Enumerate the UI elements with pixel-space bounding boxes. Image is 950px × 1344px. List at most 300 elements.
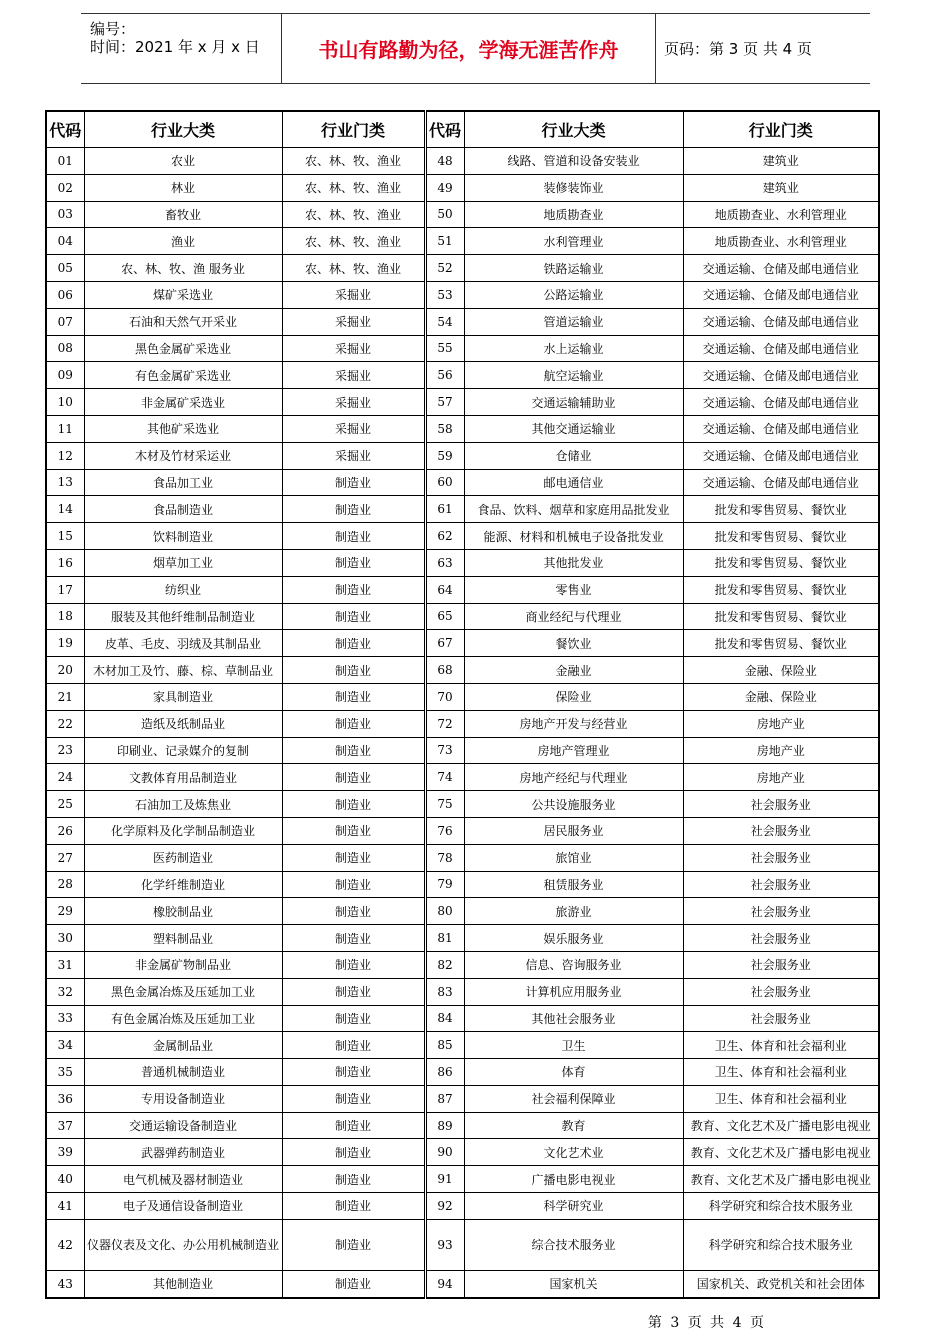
cell-sector: 制造业: [282, 1032, 425, 1059]
cell-sector: 建筑业: [683, 148, 879, 175]
cell-category: 国家机关: [464, 1270, 683, 1297]
cell-code: 52: [425, 255, 464, 282]
cell-sector: 制造业: [282, 1166, 425, 1193]
cell-category: 装修装饰业: [464, 174, 683, 201]
cell-category: 金属制品业: [84, 1032, 282, 1059]
cell-code: 21: [46, 683, 84, 710]
cell-code: 92: [425, 1193, 464, 1220]
cell-sector: 金融、保险业: [683, 657, 879, 684]
cell-code: 84: [425, 1005, 464, 1032]
cell-category: 皮革、毛皮、羽绒及其制品业: [84, 630, 282, 657]
cell-code: 05: [46, 255, 84, 282]
cell-code: 32: [46, 978, 84, 1005]
header-meta: [81, 14, 282, 83]
cell-code: 36: [46, 1085, 84, 1112]
cell-category: 铁路运输业: [464, 255, 683, 282]
table-row: [46, 657, 879, 684]
cell-code: 29: [46, 898, 84, 925]
table-row: [46, 1032, 879, 1059]
cell-category: 其他矿采选业: [84, 415, 282, 442]
cell-code: 28: [46, 871, 84, 898]
cell-sector: 制造业: [282, 549, 425, 576]
cell-code: 08: [46, 335, 84, 362]
cell-sector: 交通运输、仓储及邮电通信业: [683, 442, 879, 469]
table-row: [46, 1059, 879, 1086]
table-row: [46, 817, 879, 844]
cell-category: 非金属矿物制品业: [84, 951, 282, 978]
cell-code: 09: [46, 362, 84, 389]
cell-sector: 制造业: [282, 737, 425, 764]
cell-category: 有色金属矿采选业: [84, 362, 282, 389]
cell-sector: 采掘业: [282, 281, 425, 308]
cell-code: 04: [46, 228, 84, 255]
cell-sector: 卫生、体育和社会福利业: [683, 1059, 879, 1086]
cell-category: 化学原料及化学制品制造业: [84, 817, 282, 844]
cell-code: 90: [425, 1139, 464, 1166]
cell-sector: 制造业: [282, 657, 425, 684]
cell-sector: 批发和零售贸易、餐饮业: [683, 603, 879, 630]
table-row: [46, 442, 879, 469]
cell-sector: 交通运输、仓储及邮电通信业: [683, 362, 879, 389]
cell-category: 其他批发业: [464, 549, 683, 576]
cell-code: 15: [46, 523, 84, 550]
cell-category: 煤矿采选业: [84, 281, 282, 308]
cell-category: 公路运输业: [464, 281, 683, 308]
cell-code: 48: [425, 148, 464, 175]
cell-code: 72: [425, 710, 464, 737]
cell-code: 01: [46, 148, 84, 175]
cell-category: 线路、管道和设备安装业: [464, 148, 683, 175]
cell-sector: 采掘业: [282, 415, 425, 442]
cell-sector: 教育、文化艺术及广播电影电视业: [683, 1166, 879, 1193]
table-row: [46, 764, 879, 791]
cell-category: 食品、饮料、烟草和家庭用品批发业: [464, 496, 683, 523]
table-row: [46, 871, 879, 898]
page-header: [81, 13, 870, 84]
cell-category: 有色金属冶炼及压延加工业: [84, 1005, 282, 1032]
cell-sector: 社会服务业: [683, 791, 879, 818]
cell-sector: 卫生、体育和社会福利业: [683, 1085, 879, 1112]
cell-code: 75: [425, 791, 464, 818]
cell-sector: 交通运输、仓储及邮电通信业: [683, 281, 879, 308]
header-category: 行业大类: [464, 111, 683, 148]
cell-sector: 社会服务业: [683, 844, 879, 871]
cell-category: 文教体育用品制造业: [84, 764, 282, 791]
cell-sector: 科学研究和综合技术服务业: [683, 1193, 879, 1220]
cell-sector: 制造业: [282, 925, 425, 952]
cell-sector: 批发和零售贸易、餐饮业: [683, 523, 879, 550]
table-row: [46, 951, 879, 978]
cell-sector: 制造业: [282, 844, 425, 871]
cell-sector: 批发和零售贸易、餐饮业: [683, 630, 879, 657]
table-row: [46, 1085, 879, 1112]
table-row: [46, 362, 879, 389]
cell-category: 卫生: [464, 1032, 683, 1059]
cell-category: 武器弹药制造业: [84, 1139, 282, 1166]
cell-code: 19: [46, 630, 84, 657]
cell-code: 40: [46, 1166, 84, 1193]
cell-category: 计算机应用服务业: [464, 978, 683, 1005]
cell-code: 10: [46, 389, 84, 416]
table-row: [46, 576, 879, 603]
cell-category: 林业: [84, 174, 282, 201]
table-row: [46, 389, 879, 416]
cell-code: 56: [425, 362, 464, 389]
cell-category: 租赁服务业: [464, 871, 683, 898]
cell-category: 体育: [464, 1059, 683, 1086]
cell-category: 公共设施服务业: [464, 791, 683, 818]
cell-sector: 制造业: [282, 1005, 425, 1032]
footer-page-number: 第 3 页 共 4 页: [647, 1315, 766, 1331]
cell-sector: 社会服务业: [683, 898, 879, 925]
cell-sector: 采掘业: [282, 335, 425, 362]
cell-category: 服装及其他纤维制品制造业: [84, 603, 282, 630]
cell-category: 零售业: [464, 576, 683, 603]
cell-code: 87: [425, 1085, 464, 1112]
table-row: [46, 335, 879, 362]
cell-category: 造纸及纸制品业: [84, 710, 282, 737]
cell-code: 73: [425, 737, 464, 764]
cell-sector: 社会服务业: [683, 925, 879, 952]
cell-category: 石油和天然气开采业: [84, 308, 282, 335]
cell-sector: 交通运输、仓储及邮电通信业: [683, 308, 879, 335]
document-time-label: 时间：2021 年 x 月 x 日: [90, 38, 260, 56]
cell-category: 其他交通运输业: [464, 415, 683, 442]
cell-code: 85: [425, 1032, 464, 1059]
document-number-label: 编号：: [90, 20, 136, 38]
table-row: [46, 1139, 879, 1166]
cell-sector: 卫生、体育和社会福利业: [683, 1032, 879, 1059]
cell-code: 54: [425, 308, 464, 335]
cell-category: 能源、材料和机械电子设备批发业: [464, 523, 683, 550]
industry-code-table: [45, 110, 880, 1299]
cell-category: 地质勘查业: [464, 201, 683, 228]
cell-category: 科学研究业: [464, 1193, 683, 1220]
table-header-row: [46, 111, 879, 148]
table-row: [46, 791, 879, 818]
table-row: [46, 1193, 879, 1220]
cell-category: 医药制造业: [84, 844, 282, 871]
cell-category: 石油加工及炼焦业: [84, 791, 282, 818]
cell-category: 交通运输设备制造业: [84, 1112, 282, 1139]
cell-code: 02: [46, 174, 84, 201]
cell-sector: 制造业: [282, 630, 425, 657]
cell-sector: 社会服务业: [683, 817, 879, 844]
header-sector: 行业门类: [282, 111, 425, 148]
cell-category: 社会福利保障业: [464, 1085, 683, 1112]
cell-sector: 制造业: [282, 1085, 425, 1112]
cell-code: 62: [425, 523, 464, 550]
cell-code: 34: [46, 1032, 84, 1059]
cell-code: 91: [425, 1166, 464, 1193]
cell-sector: 农、林、牧、渔业: [282, 255, 425, 282]
cell-code: 79: [425, 871, 464, 898]
cell-sector: 采掘业: [282, 308, 425, 335]
cell-category: 水利管理业: [464, 228, 683, 255]
cell-sector: 制造业: [282, 603, 425, 630]
cell-code: 68: [425, 657, 464, 684]
cell-code: 64: [425, 576, 464, 603]
cell-category: 其他制造业: [84, 1270, 282, 1297]
cell-category: 普通机械制造业: [84, 1059, 282, 1086]
cell-category: 畜牧业: [84, 201, 282, 228]
cell-sector: 农、林、牧、渔业: [282, 201, 425, 228]
table-row: [46, 255, 879, 282]
table-row: [46, 630, 879, 657]
cell-code: 43: [46, 1270, 84, 1297]
cell-code: 82: [425, 951, 464, 978]
cell-code: 27: [46, 844, 84, 871]
cell-category: 纺织业: [84, 576, 282, 603]
cell-code: 63: [425, 549, 464, 576]
header-code: 代码: [46, 111, 84, 148]
table-row: [46, 710, 879, 737]
table-row: [46, 1270, 879, 1297]
cell-sector: 农、林、牧、渔业: [282, 228, 425, 255]
table-row: [46, 844, 879, 871]
cell-category: 电子及通信设备制造业: [84, 1193, 282, 1220]
cell-code: 18: [46, 603, 84, 630]
cell-category: 食品制造业: [84, 496, 282, 523]
cell-sector: 房地产业: [683, 710, 879, 737]
cell-category: 管道运输业: [464, 308, 683, 335]
cell-code: 57: [425, 389, 464, 416]
cell-category: 房地产开发与经营业: [464, 710, 683, 737]
cell-code: 61: [425, 496, 464, 523]
cell-code: 70: [425, 683, 464, 710]
cell-sector: 制造业: [282, 898, 425, 925]
cell-sector: 制造业: [282, 791, 425, 818]
cell-sector: 农、林、牧、渔业: [282, 148, 425, 175]
cell-sector: 采掘业: [282, 442, 425, 469]
table-row: [46, 469, 879, 496]
cell-code: 25: [46, 791, 84, 818]
cell-category: 烟草加工业: [84, 549, 282, 576]
cell-sector: 农、林、牧、渔业: [282, 174, 425, 201]
cell-sector: 制造业: [282, 1139, 425, 1166]
cell-category: 餐饮业: [464, 630, 683, 657]
page-footer: [0, 1312, 950, 1332]
cell-sector: 制造业: [282, 951, 425, 978]
cell-sector: 批发和零售贸易、餐饮业: [683, 549, 879, 576]
cell-category: 家具制造业: [84, 683, 282, 710]
cell-code: 39: [46, 1139, 84, 1166]
cell-sector: 制造业: [282, 978, 425, 1005]
cell-sector: 社会服务业: [683, 1005, 879, 1032]
table-row: [46, 549, 879, 576]
cell-code: 89: [425, 1112, 464, 1139]
cell-category: 渔业: [84, 228, 282, 255]
cell-code: 03: [46, 201, 84, 228]
cell-category: 电气机械及器材制造业: [84, 1166, 282, 1193]
cell-code: 83: [425, 978, 464, 1005]
cell-category: 橡胶制品业: [84, 898, 282, 925]
table-row: [46, 174, 879, 201]
cell-category: 商业经纪与代理业: [464, 603, 683, 630]
cell-code: 76: [425, 817, 464, 844]
cell-category: 文化艺术业: [464, 1139, 683, 1166]
cell-code: 24: [46, 764, 84, 791]
header-code: 代码: [425, 111, 464, 148]
header-sector: 行业门类: [683, 111, 879, 148]
table-row: [46, 737, 879, 764]
table-row: [46, 281, 879, 308]
cell-code: 20: [46, 657, 84, 684]
cell-sector: 批发和零售贸易、餐饮业: [683, 496, 879, 523]
cell-sector: 制造业: [282, 469, 425, 496]
cell-sector: 制造业: [282, 1219, 425, 1270]
cell-code: 94: [425, 1270, 464, 1297]
table-row: [46, 925, 879, 952]
header-slogan: 书山有路勤为径，学海无涯苦作舟: [282, 14, 656, 83]
table-row: [46, 496, 879, 523]
cell-code: 13: [46, 469, 84, 496]
cell-category: 木材加工及竹、藤、棕、草制品业: [84, 657, 282, 684]
cell-sector: 制造业: [282, 817, 425, 844]
cell-code: 50: [425, 201, 464, 228]
cell-category: 水上运输业: [464, 335, 683, 362]
cell-code: 16: [46, 549, 84, 576]
cell-code: 35: [46, 1059, 84, 1086]
cell-code: 49: [425, 174, 464, 201]
cell-code: 07: [46, 308, 84, 335]
cell-category: 农业: [84, 148, 282, 175]
cell-code: 58: [425, 415, 464, 442]
cell-category: 专用设备制造业: [84, 1085, 282, 1112]
cell-code: 14: [46, 496, 84, 523]
cell-category: 仪器仪表及文化、办公用机械制造业: [84, 1219, 282, 1270]
cell-category: 航空运输业: [464, 362, 683, 389]
cell-category: 化学纤维制造业: [84, 871, 282, 898]
cell-code: 80: [425, 898, 464, 925]
cell-category: 广播电影电视业: [464, 1166, 683, 1193]
table-row: [46, 1219, 879, 1270]
cell-code: 37: [46, 1112, 84, 1139]
cell-sector: 制造业: [282, 1270, 425, 1297]
cell-category: 娱乐服务业: [464, 925, 683, 952]
table-row: [46, 308, 879, 335]
cell-category: 教育: [464, 1112, 683, 1139]
cell-sector: 制造业: [282, 1059, 425, 1086]
table-row: [46, 523, 879, 550]
cell-category: 综合技术服务业: [464, 1219, 683, 1270]
cell-sector: 社会服务业: [683, 871, 879, 898]
cell-category: 仓储业: [464, 442, 683, 469]
cell-code: 33: [46, 1005, 84, 1032]
cell-sector: 制造业: [282, 1193, 425, 1220]
cell-category: 房地产经纪与代理业: [464, 764, 683, 791]
cell-sector: 交通运输、仓储及邮电通信业: [683, 415, 879, 442]
cell-code: 55: [425, 335, 464, 362]
cell-category: 金融业: [464, 657, 683, 684]
cell-sector: 批发和零售贸易、餐饮业: [683, 576, 879, 603]
cell-code: 41: [46, 1193, 84, 1220]
cell-code: 59: [425, 442, 464, 469]
table-row: [46, 415, 879, 442]
cell-category: 饮料制造业: [84, 523, 282, 550]
table-row: [46, 978, 879, 1005]
header-category: 行业大类: [84, 111, 282, 148]
cell-code: 30: [46, 925, 84, 952]
cell-sector: 交通运输、仓储及邮电通信业: [683, 335, 879, 362]
cell-sector: 建筑业: [683, 174, 879, 201]
cell-sector: 地质勘查业、水利管理业: [683, 228, 879, 255]
cell-sector: 制造业: [282, 523, 425, 550]
cell-code: 23: [46, 737, 84, 764]
cell-code: 86: [425, 1059, 464, 1086]
cell-sector: 采掘业: [282, 362, 425, 389]
cell-sector: 房地产业: [683, 737, 879, 764]
table-row: [46, 201, 879, 228]
cell-code: 22: [46, 710, 84, 737]
cell-category: 旅馆业: [464, 844, 683, 871]
cell-category: 黑色金属矿采选业: [84, 335, 282, 362]
cell-category: 邮电通信业: [464, 469, 683, 496]
cell-code: 12: [46, 442, 84, 469]
cell-sector: 地质勘查业、水利管理业: [683, 201, 879, 228]
cell-category: 印刷业、记录媒介的复制: [84, 737, 282, 764]
cell-sector: 交通运输、仓储及邮电通信业: [683, 389, 879, 416]
cell-category: 木材及竹材采运业: [84, 442, 282, 469]
cell-code: 74: [425, 764, 464, 791]
cell-sector: 国家机关、政党机关和社会团体: [683, 1270, 879, 1297]
table-row: [46, 148, 879, 175]
cell-sector: 交通运输、仓储及邮电通信业: [683, 255, 879, 282]
cell-code: 06: [46, 281, 84, 308]
cell-code: 60: [425, 469, 464, 496]
table-row: [46, 603, 879, 630]
table-row: [46, 228, 879, 255]
cell-code: 53: [425, 281, 464, 308]
cell-category: 其他社会服务业: [464, 1005, 683, 1032]
cell-code: 31: [46, 951, 84, 978]
cell-sector: 制造业: [282, 764, 425, 791]
cell-category: 居民服务业: [464, 817, 683, 844]
cell-sector: 教育、文化艺术及广播电影电视业: [683, 1139, 879, 1166]
cell-code: 78: [425, 844, 464, 871]
cell-code: 42: [46, 1219, 84, 1270]
cell-category: 旅游业: [464, 898, 683, 925]
cell-category: 塑料制品业: [84, 925, 282, 952]
cell-code: 81: [425, 925, 464, 952]
cell-sector: 教育、文化艺术及广播电影电视业: [683, 1112, 879, 1139]
header-page-info: 页码：第 3 页 共 4 页: [664, 40, 812, 58]
cell-category: 农、林、牧、渔 服务业: [84, 255, 282, 282]
cell-code: 67: [425, 630, 464, 657]
cell-sector: 制造业: [282, 710, 425, 737]
cell-category: 交通运输辅助业: [464, 389, 683, 416]
cell-code: 17: [46, 576, 84, 603]
cell-category: 信息、咨询服务业: [464, 951, 683, 978]
cell-category: 保险业: [464, 683, 683, 710]
table-row: [46, 898, 879, 925]
cell-code: 11: [46, 415, 84, 442]
cell-sector: 房地产业: [683, 764, 879, 791]
cell-sector: 制造业: [282, 576, 425, 603]
cell-code: 51: [425, 228, 464, 255]
cell-code: 65: [425, 603, 464, 630]
cell-sector: 制造业: [282, 1112, 425, 1139]
cell-sector: 金融、保险业: [683, 683, 879, 710]
cell-sector: 社会服务业: [683, 951, 879, 978]
cell-category: 房地产管理业: [464, 737, 683, 764]
cell-code: 93: [425, 1219, 464, 1270]
cell-category: 黑色金属冶炼及压延加工业: [84, 978, 282, 1005]
cell-sector: 交通运输、仓储及邮电通信业: [683, 469, 879, 496]
cell-sector: 制造业: [282, 496, 425, 523]
table-row: [46, 1166, 879, 1193]
cell-sector: 制造业: [282, 871, 425, 898]
